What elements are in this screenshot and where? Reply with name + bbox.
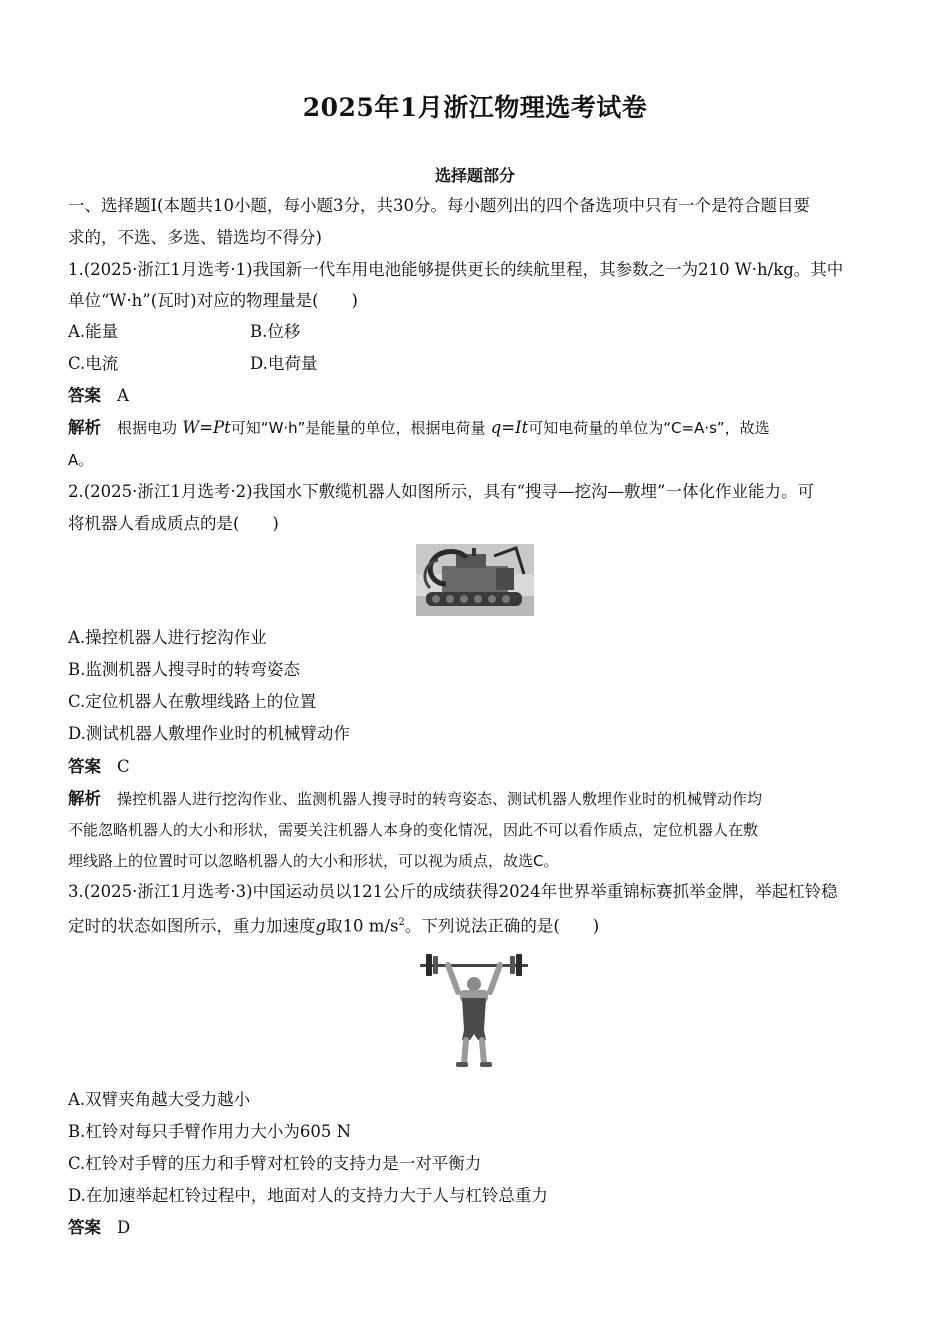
explanation-text: 根据电功: [117, 419, 178, 437]
q3-option-d: D.在加速举起杠铃过程中，地面对人的支持力大于人与杠铃总重力: [68, 1186, 548, 1205]
q1-option-a: A.能量: [68, 322, 119, 341]
formula-q-it: q=It: [490, 418, 529, 437]
explanation-text: 操控机器人进行挖沟作业、监测机器人搜寻时的转弯姿态、测试机器人敷埋作业时的机械臂动作均: [117, 790, 763, 808]
explanation-text: 可知“W·h”是能量的单位，根据电荷量: [230, 419, 486, 437]
answer-value: C: [117, 757, 130, 776]
explanation-text: 可知电荷量的单位为“C=A·s”，故选: [528, 419, 770, 437]
q2-explanation-line-2: 不能忽略机器人的大小和形状，需要关注机器人本身的变化情况，因此不可以看作质点，定位机器人在敷: [68, 821, 759, 839]
q2-option-c: C.定位机器人在敷埋线路上的位置: [68, 692, 317, 711]
q2-option-a: A.操控机器人进行挖沟作业: [68, 628, 267, 647]
q2-explanation-line-3: 埋线路上的位置时可以忽略机器人的大小和形状，可以视为质点，故选C。: [68, 852, 559, 870]
answer-value: A: [117, 386, 129, 405]
q3-option-b: B.杠铃对每只手臂作用力大小为605 N: [68, 1122, 352, 1141]
q2-option-d: D.测试机器人敷埋作业时的机械臂动作: [68, 724, 350, 743]
answer-value: D: [117, 1218, 131, 1237]
q1-stem-line-1: 1.(2025·浙江1月选考·1)我国新一代车用电池能够提供更长的续航里程，其参数之一为210 W·h/kg。其中: [68, 260, 844, 279]
section-heading: 选择题部分: [434, 166, 515, 185]
explanation-label: 解析: [68, 789, 101, 808]
q3-option-a: A.双臂夹角越大受力越小: [68, 1090, 251, 1109]
q3-stem-line-2: [68, 913, 599, 937]
stem-text: 取10 m/s: [326, 916, 399, 936]
q1-answer: [68, 386, 129, 406]
q1-option-b: B.位移: [250, 322, 301, 341]
page-title: 2025年1月浙江物理选考试卷: [302, 93, 648, 122]
intro-line-1: 一、选择题Ⅰ(本题共10小题，每小题3分，共30分。每小题列出的四个备选项中只有一个是符合题目要: [68, 196, 810, 215]
underwater-robot-figure: [416, 544, 534, 616]
answer-label: 答案: [68, 386, 101, 405]
q1-option-d: D.电荷量: [250, 354, 318, 373]
gravity-symbol: g: [315, 916, 327, 936]
q2-answer: [68, 757, 130, 777]
stem-text: 定时的状态如图所示，重力加速度: [68, 916, 316, 936]
q1-explanation-line-2: A。: [68, 451, 94, 469]
exponent: 2: [398, 917, 405, 928]
stem-text: 。下列说法正确的是( ): [404, 916, 600, 936]
q1-option-c: C.电流: [68, 354, 119, 373]
weightlifter-figure: [418, 948, 530, 1072]
q2-stem-line-2: 将机器人看成质点的是( ): [68, 514, 279, 533]
intro-line-2: 求的，不选、多选、错选均不得分): [68, 228, 322, 247]
answer-label: 答案: [68, 757, 101, 776]
q2-explanation-line-1: [68, 789, 762, 809]
q3-answer: [68, 1218, 130, 1238]
formula-w-pt: W=Pt: [182, 418, 231, 437]
answer-label: 答案: [68, 1218, 101, 1237]
explanation-label: 解析: [68, 418, 101, 437]
q3-option-c: C.杠铃对手臂的压力和手臂对杠铃的支持力是一对平衡力: [68, 1154, 482, 1173]
q1-stem-line-2: 单位“W·h”(瓦时)对应的物理量是( ): [68, 291, 358, 310]
q1-explanation-line-1: [68, 418, 770, 438]
q2-option-b: B.监测机器人搜寻时的转弯姿态: [68, 660, 300, 679]
q2-stem-line-1: 2.(2025·浙江1月选考·2)我国水下敷缆机器人如图所示，具有“搜寻—挖沟—敷埋”一体化作业能力。可: [68, 482, 814, 501]
q3-stem-line-1: 3.(2025·浙江1月选考·3)中国运动员以121公斤的成绩获得2024年世界举重锦标赛抓举金牌，举起杠铃稳: [68, 882, 838, 901]
